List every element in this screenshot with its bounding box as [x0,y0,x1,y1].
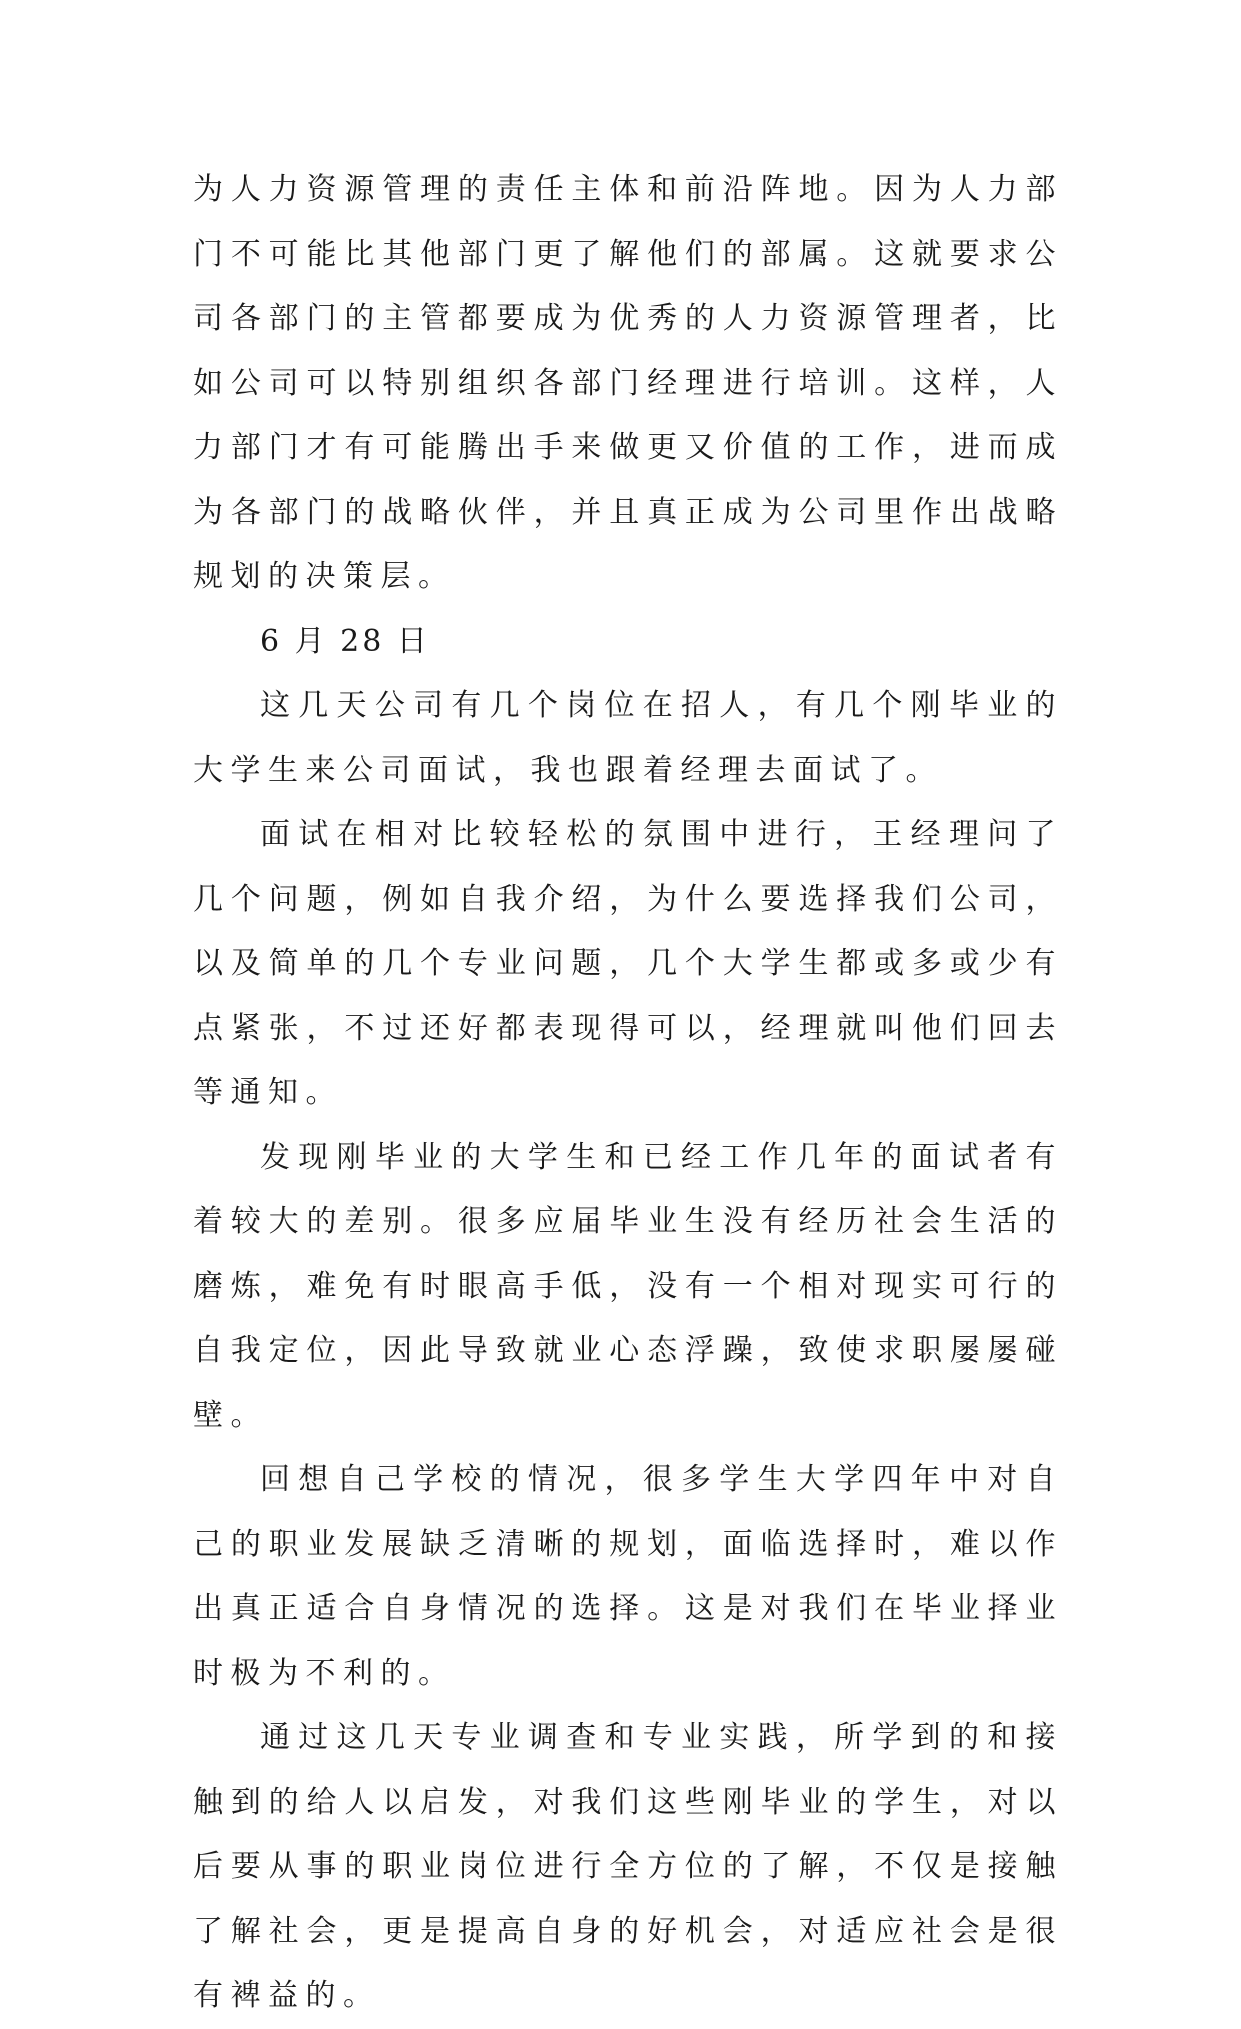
document-page [193,158,1063,2029]
paragraph-1: 为人力资源管理的责任主体和前沿阵地。因为人力部门不可能比其他部门更了解他们的部属。这就要求公司各部门的主管都要成为优秀的人力资源管理者，比如公司可以特别组织各部门经理进行培训。这样，人力部门才有可能腾出手来做更又价值的工作，进而成为各部门的战略伙伴，并且真正成为公司里作出战略规划的决策层。 [193,172,1063,594]
paragraph-6: 通过这几天专业调查和专业实践，所学到的和接触到的给人以启发，对我们这些刚毕业的学生，对以后要从事的职业岗位进行全方位的了解，不仅是接触了解社会，更是提高自身的好机会，对适应社会是很有裨益的。 [193,1720,1063,2013]
paragraph-5: 回想自己学校的情况，很多学生大学四年中对自己的职业发展缺乏清晰的规划，面临选择时，难以作出真正适合自身情况的选择。这是对我们在毕业择业时极为不利的。 [193,1462,1063,1691]
paragraph-3: 面试在相对比较轻松的氛围中进行，王经理问了几个问题，例如自我介绍，为什么要选择我们公司，以及简单的几个专业问题，几个大学生都或多或少有点紧张，不过还好都表现得可以，经理就叫他们回去等通知。 [193,817,1063,1110]
date-heading: 6 月 28 日 [260,623,430,659]
paragraph-4: 发现刚毕业的大学生和已经工作几年的面试者有着较大的差别。很多应届毕业生没有经历社会生活的磨炼，难免有时眼高手低，没有一个相对现实可行的自我定位，因此导致就业心态浮躁，致使求职屡屡碰壁。 [193,1139,1063,1433]
paragraph-2: 这几天公司有几个岗位在招人，有几个刚毕业的大学生来公司面试，我也跟着经理去面试了。 [193,688,1063,788]
